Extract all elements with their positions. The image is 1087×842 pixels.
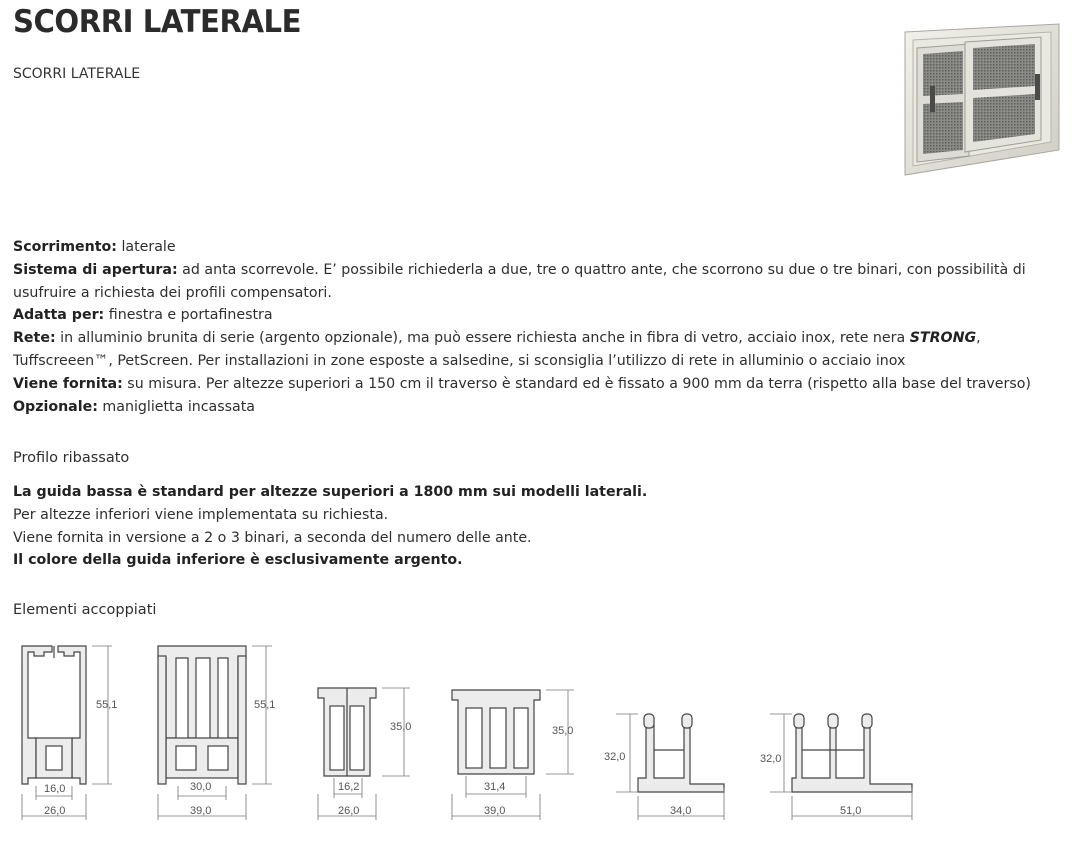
- profile-5: [638, 714, 724, 792]
- profile-5-height: 32,0: [604, 751, 626, 763]
- profilo-line: Per altezze inferiori viene implementata su richiesta.: [13, 506, 389, 523]
- profile-1-height: 55,1: [96, 699, 118, 711]
- profile-4-inner: 31,4: [484, 781, 506, 793]
- specs-list: [13, 236, 1073, 418]
- section-title-profilo: Profilo ribassato: [13, 450, 130, 466]
- profile-4-outer: 39,0: [484, 805, 506, 817]
- profile-2-outer: 39,0: [190, 805, 212, 817]
- profile-2-height: 55,1: [254, 699, 276, 711]
- profile-3: [318, 688, 376, 776]
- profile-6-outer: 51,0: [840, 805, 862, 817]
- profile-3-outer: 26,0: [338, 805, 360, 817]
- profile-2: [158, 646, 246, 784]
- profile-2-inner: 30,0: [190, 781, 212, 793]
- profile-3-height: 35,0: [390, 721, 412, 733]
- spec-adatta-per: Adatta per: finestra e portafinestra: [13, 307, 273, 324]
- profile-1-outer: 26,0: [44, 805, 66, 817]
- profile-4: [452, 690, 540, 774]
- spec-viene-fornita: Viene fornita: su misura. Per altezze superiori a 150 cm il traverso è standard ed è fissato a 900 mm da terra (rispetto alla base del traverso): [13, 375, 1031, 392]
- spec-rete: Rete: in alluminio brunita di serie (argento opzionale), ma può essere richiesta anche in fibra di vetro, acciaio inox, rete nera STRONG, Tuffscreeen™, PetScreen. Per installazioni in zone esposte a salsedine, si sconsiglia l’utilizzo di rete in alluminio o acciaio inox: [13, 330, 981, 369]
- profile-3-inner: 16,2: [338, 781, 360, 793]
- profilo-line: Il colore della guida inferiore è esclusivamente argento.: [13, 552, 463, 569]
- product-image: [903, 22, 1061, 177]
- page-title: SCORRI LATERALE: [13, 4, 302, 40]
- spec-opzionale: Opzionale: maniglietta incassata: [13, 398, 255, 415]
- profile-6: [792, 714, 912, 792]
- profilo-text: [13, 481, 1073, 572]
- section-title-elementi: Elementi accoppiati: [13, 602, 157, 618]
- profile-5-outer: 34,0: [670, 805, 692, 817]
- profile-1: [22, 646, 86, 784]
- page-subtitle: SCORRI LATERALE: [13, 66, 141, 82]
- spec-scorrimento: Scorrimento: laterale: [13, 239, 176, 255]
- profilo-line: Viene fornita in versione a 2 o 3 binari, a seconda del numero delle ante.: [13, 529, 532, 546]
- profile-6-height: 32,0: [760, 753, 782, 765]
- profilo-line: La guida bassa è standard per altezze superiori a 1800 mm sui modelli laterali.: [13, 484, 648, 500]
- spec-sistema-apertura: Sistema di apertura: ad anta scorrevole. E’ possibile richiederla a due, tre o quattro ante, che scorrono su due o tre binari, con possibilità di usufruire a richiesta dei profili compensatori.: [13, 261, 1026, 301]
- profile-4-height: 35,0: [552, 725, 574, 737]
- profile-1-inner: 16,0: [44, 783, 66, 795]
- profiles-drawing: [0, 628, 1087, 842]
